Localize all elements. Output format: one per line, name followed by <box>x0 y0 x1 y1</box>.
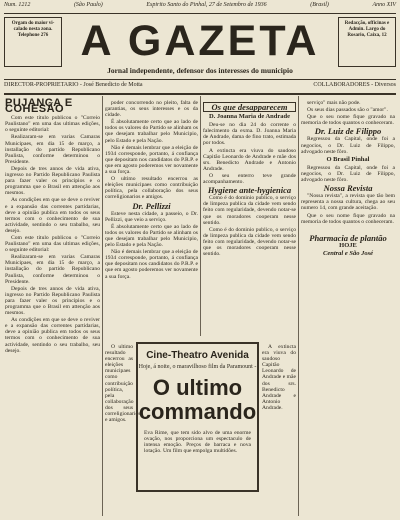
paragraph: A extincta era viuva do saudoso Capitão Leonardo de Andrade e mãe dos srs. Benedicto Andrade e Antonio Andrade. <box>262 344 296 411</box>
director: DIRECTOR-PROPRIETARIO - José Benedicto de Motta <box>4 82 143 88</box>
state: (São Paulo) <box>73 2 103 8</box>
article-heading: PUJANÇA E COHESÃO <box>5 97 73 116</box>
pharmacy-name: Central e São José <box>322 249 374 257</box>
paragraph: Os seus dias passados são o "amor". <box>307 107 388 114</box>
paragraph: A extincta era viuva do saudoso Capitão Leonardo de Andrade e mãe dos srs. Benedicto Andrade e Antonio Andrade. <box>203 147 296 172</box>
pharmacy-heading: Pharmacia de plantão <box>309 232 387 243</box>
column-divider <box>102 96 103 516</box>
paragraph: As condições em que se deve o reviver e a expansão das correntes partidarias, deve a opinião publica em todos os seus termos com o conhecimento de sua actividade, sentindo o seu trabalho, seu desejo. <box>5 317 100 354</box>
staff-rule <box>4 93 396 95</box>
paragraph: Não é demais lembrar que a eleição de 1934 corresponde, portanto, á confiança que depositam nos candidatos do P.R.P. e que em agosto poderemos ver novamente a sua força. <box>105 249 198 280</box>
paragraph: O ultimo resultado encerrou as eleições municipaes como contribuição política, pela collaboração dos seus correligionarios e amigos. <box>105 344 141 424</box>
paragraph: É absolutamente certo que ao lado de todos os valores do Partido se alinham os que desejam trabalhar pelo Municipio, pelo Estado e pela Nação. <box>105 119 198 144</box>
paragraph: Deu-se no dia 24 do corrente o falecimento da exma. D. Joanna Maria de Andrade, dama de fino trato, estimada por todos. <box>203 122 296 147</box>
column-2-lower <box>105 344 141 514</box>
paragraph: poder concorrendo no pleito, falta de garantias, os seus interesses e os da cidade. <box>105 100 198 119</box>
paragraph: É absolutamente certo que ao lado de todos os valores do Partido se alinham os que desejam trabalhar pelo Municipio, pelo Estado e pela Nação. <box>105 223 198 249</box>
ad-line: Hoje, á noite, o maravilhoso film da Paramount - <box>138 364 257 370</box>
revista-heading: Nossa Revista <box>323 183 373 194</box>
notice-heading: Dr. Luiz de Filippo <box>314 126 382 137</box>
column-3 <box>203 100 296 340</box>
left-info-box: Orgam do maior vi-calado nesta zona. Telephone 276 <box>4 17 62 67</box>
paragraph: Regressou da Capital, onde foi a negocios, o Dr. Luiz de Filippo, advogado neste fôro. <box>301 136 395 155</box>
hygiene-heading: Hygiene ante-hygienica <box>207 185 292 196</box>
paragraph: Regressou da Capital, onde foi a negocios, o Dr. Luiz de Filippo, advogado neste fôro. <box>301 164 395 184</box>
notice-heading: Dr. Pellizzi <box>132 200 171 211</box>
paragraph: Com este titulo publicou o "Correio Paulistano" em uma das ultimas edições, o seguinte editorial: <box>5 115 100 134</box>
paragraph: Depois de tres annos de vida ativa, ingresso no Partido Republicano Paulista para fazer valer os principios e o programma que o Brasil em attenção aos mesmos. <box>5 285 100 317</box>
masthead-subtitle: Jornal independente, defensor dos interesses do municipio <box>107 66 293 75</box>
country: (Brasil) <box>310 2 329 8</box>
right-info-box: Redacção, officinas e Admin. Largo do Rosario, Caixa, 12 <box>338 17 396 67</box>
column-4 <box>301 100 395 518</box>
date-line: Espirito Santo do Pinhal, 27 de Setembro de 1936 <box>146 2 267 8</box>
section-heading: O Brasil Pinhal <box>326 155 370 163</box>
paragraph: Realizaram-se em varias Camaras Municipaes, em dia 15 de março, a installação do partido Republicano Paulista, conforme determinou o Presidente. <box>5 254 100 285</box>
paragraph: "Nossa revista", a revista que tão bem representa a nossa cultura, chega ao seu numero 14, com grande aceitação. <box>301 193 395 212</box>
year: Anno XIV <box>372 2 396 8</box>
paragraph: Depois de tres annos de vida ativa, ingresso no Partido Republicano Paulista para fazer valer os principios e o programma que o Brasil em attenção aos mesmos. <box>5 165 100 197</box>
obituary-heading: Os que desapparecem <box>203 102 296 112</box>
cinema-name: Cine-Theatro Avenida <box>146 350 249 361</box>
paragraph: Como é do dominio publico, o serviço de limpeza publica da cidade vem sendo feito com regularidade, devendo notar-se que os moradores cooperam nesse sentido. <box>203 195 296 226</box>
header-rule <box>4 13 396 14</box>
paragraph: Com este titulo publicou o "Correio Paulistano" em uma das ultimas edições, o seguinte editorial: <box>5 234 100 254</box>
header-line <box>0 2 400 12</box>
collaborators: COLLABORADORES - Diversos <box>313 82 396 88</box>
masthead-title: A GAZETA <box>80 17 320 65</box>
issue-number: Num. 1212 <box>4 2 31 8</box>
paragraph: Que o seu nome fique gravado na memoria de todos quantos o conheceram. <box>301 212 395 225</box>
column-divider <box>200 96 201 336</box>
obituary-subheading: D. Joanna Maria de Andrade <box>208 113 291 121</box>
paragraph: Como é do dominio publico, o serviço de limpeza publica da cidade vem sendo feito com regularidade, devendo notar-se que os moradores cooperam nesse sentido. <box>203 226 296 258</box>
paragraph: Esteve nesta cidade, a passeio, o Dr. Pellizzi, que veio a serviço. <box>105 210 198 223</box>
column-3-lower <box>262 344 296 514</box>
paragraph: As condições em que se deve o reviver e a expansão das correntes partidarias, deve a opinião publica em todos os seus termos com o conhecimento de sua actividade, sentindo o seu trabalho, seu desejo. <box>5 197 100 234</box>
paragraph: serviço" mais não pode. <box>307 100 361 106</box>
staff-line <box>4 82 396 92</box>
column-divider <box>298 96 299 516</box>
column-2 <box>105 100 198 340</box>
paragraph: Que o seu nome fique gravado na memoria de todos quantos o conheceram. <box>301 114 395 127</box>
pharmacy-day: HOJE <box>339 241 357 249</box>
film-title: O ultimo commando <box>138 375 257 424</box>
cinema-advertisement <box>136 342 259 492</box>
masthead-rule <box>4 79 396 80</box>
paragraph: Realizaram-se em varias Camaras Municipaes, em dia 15 de março, a installação do partido Republicano Paulista, conforme determinou o Presidente. <box>5 134 100 165</box>
column-1 <box>5 97 100 518</box>
ad-text: Eva Rime, que tem sido alvo de uma enorme ovação, nos proporciona um espectaculo de intensa emoção. Preços de barraca e nova lotação. Um film que empolga multidões. <box>144 430 251 455</box>
paragraph: O ultimo resultado encerrou as eleições municipaes como contribuição política, pela collaboração dos seus correligionarios e amigos. <box>105 176 198 201</box>
paragraph: O seu enterro teve grande acompanhamento. <box>203 172 296 186</box>
paragraph: Não é demais lembrar que a eleição de 1934 corresponde, portanto, á confiança que depositam nos candidatos do P.R.P. e que em agosto poderemos ver novamente a sua força. <box>105 144 198 176</box>
